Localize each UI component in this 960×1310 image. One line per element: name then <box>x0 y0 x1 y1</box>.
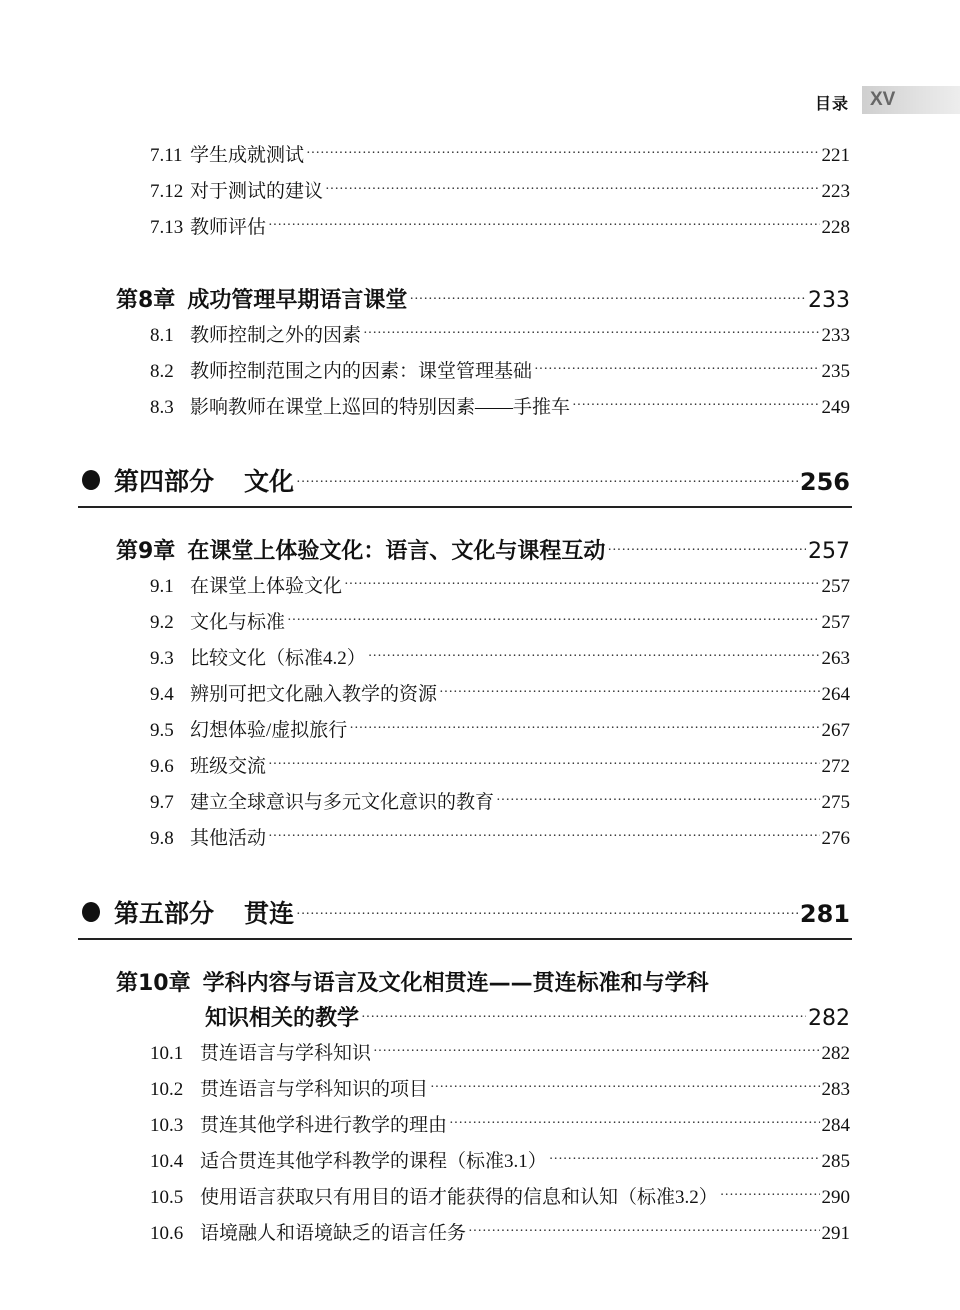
page-header <box>0 86 960 116</box>
entry-number: 10.4 <box>150 1151 184 1172</box>
part-number: 第五部分 <box>114 899 215 928</box>
entry-number: 7.12 <box>150 181 184 202</box>
dot-leader <box>439 681 819 700</box>
entry-title: 教师控制范围之内的因素：课堂管理基础 <box>190 361 533 382</box>
dot-leader <box>373 1040 819 1059</box>
entry-page: 285 <box>821 1151 850 1172</box>
toc-entry-10-1[interactable] <box>150 1038 850 1065</box>
entry-number: 9.6 <box>150 756 174 777</box>
entry-title: 教师评估 <box>190 217 267 238</box>
dot-leader <box>268 214 819 233</box>
entry-page: 228 <box>821 217 850 238</box>
toc-chapter-10[interactable] <box>116 966 709 997</box>
part-divider <box>78 938 852 940</box>
bullet-icon <box>82 902 100 922</box>
entry-page: 249 <box>821 397 850 418</box>
dot-leader <box>268 825 819 844</box>
toc-entry-9-6[interactable] <box>150 751 850 778</box>
toc-entry-10-5[interactable] <box>150 1182 850 1209</box>
entry-page: 290 <box>821 1187 850 1208</box>
entry-number: 9.4 <box>150 684 174 705</box>
dot-leader <box>720 1184 820 1203</box>
dot-leader <box>549 1148 820 1167</box>
dot-leader <box>349 717 819 736</box>
entry-title: 比较文化（标准4.2） <box>190 648 366 669</box>
toc-entry-9-2[interactable] <box>150 607 850 634</box>
entry-page: 284 <box>821 1115 850 1136</box>
entry-title: 辨别可把文化融入教学的资源 <box>190 684 438 705</box>
entry-title: 班级交流 <box>190 756 267 777</box>
chapter-number: 第8章 <box>116 288 176 313</box>
dot-leader <box>449 1112 819 1131</box>
entry-number: 9.8 <box>150 828 174 849</box>
chapter-page: 233 <box>808 288 850 313</box>
entry-number: 8.2 <box>150 361 174 382</box>
chapter-title-line1: 学科内容与语言及文化相贯连——贯连标准和与学科 <box>202 971 709 996</box>
entry-page: 233 <box>821 325 850 346</box>
entry-number: 9.7 <box>150 792 174 813</box>
toc-entry-9-8[interactable] <box>150 823 850 850</box>
dot-leader <box>368 645 820 664</box>
toc-entry-10-4[interactable] <box>150 1146 850 1173</box>
toc-entry-9-1[interactable] <box>150 571 850 598</box>
entry-page: 223 <box>821 181 850 202</box>
entry-page: 221 <box>821 145 850 166</box>
entry-number: 10.6 <box>150 1223 184 1244</box>
entry-title: 其他活动 <box>190 828 267 849</box>
dot-leader <box>344 573 819 592</box>
entry-title: 贯连语言与学科知识 <box>200 1043 372 1064</box>
entry-page: 275 <box>821 792 850 813</box>
dot-leader <box>430 1076 819 1095</box>
entry-number: 8.3 <box>150 397 174 418</box>
entry-title: 幻想体验/虚拟旅行 <box>190 720 348 741</box>
bullet-icon <box>82 470 100 490</box>
entry-page: 272 <box>821 756 850 777</box>
toc-entry-10-6[interactable] <box>150 1218 850 1245</box>
part-divider <box>78 506 852 508</box>
chapter-number: 第10章 <box>116 971 191 996</box>
chapter-title: 成功管理早期语言课堂 <box>187 288 408 313</box>
dot-leader <box>268 753 819 772</box>
dot-leader <box>468 1220 819 1239</box>
page-number-box <box>862 86 960 114</box>
toc-entry-7-11[interactable] <box>150 140 850 167</box>
entry-page: 276 <box>821 828 850 849</box>
entry-page: 257 <box>821 576 850 597</box>
entry-number: 9.1 <box>150 576 174 597</box>
chapter-title-line2: 知识相关的教学 <box>205 1006 360 1031</box>
entry-title: 学生成就测试 <box>190 145 305 166</box>
toc-entry-10-2[interactable] <box>150 1074 850 1101</box>
entry-number: 10.5 <box>150 1187 184 1208</box>
toc-entry-7-13[interactable] <box>150 212 850 239</box>
chapter-title: 在课堂上体验文化：语言、文化与课程互动 <box>187 539 606 564</box>
entry-number: 8.1 <box>150 325 174 346</box>
toc-entry-9-5[interactable] <box>150 715 850 742</box>
entry-page: 282 <box>821 1043 850 1064</box>
part-page: 281 <box>799 900 850 928</box>
chapter-page: 282 <box>808 1006 850 1031</box>
dot-leader <box>496 789 819 808</box>
toc-entry-8-3[interactable] <box>150 392 850 419</box>
entry-number: 9.3 <box>150 648 174 669</box>
entry-number: 10.1 <box>150 1043 184 1064</box>
entry-title: 贯连其他学科进行教学的理由 <box>200 1115 448 1136</box>
dot-leader <box>296 897 798 922</box>
entry-title: 教师控制之外的因素 <box>190 325 362 346</box>
entry-number: 7.11 <box>150 145 183 166</box>
dot-leader <box>607 536 806 558</box>
entry-page: 291 <box>821 1223 850 1244</box>
toc-chapter-8[interactable] <box>116 283 850 314</box>
entry-page: 263 <box>821 648 850 669</box>
entry-title: 文化与标准 <box>190 612 286 633</box>
dot-leader <box>296 465 798 490</box>
toc-entry-9-3[interactable] <box>150 643 850 670</box>
entry-title: 语境融人和语境缺乏的语言任务 <box>200 1223 467 1244</box>
dot-leader <box>287 609 819 628</box>
entry-page: 235 <box>821 361 850 382</box>
toc-part-5[interactable] <box>82 894 850 930</box>
entry-title: 适合贯连其他学科教学的课程（标准3.1） <box>200 1151 547 1172</box>
toc-entry-8-1[interactable] <box>150 320 850 347</box>
dot-leader <box>534 358 819 377</box>
dot-leader <box>306 142 819 161</box>
chapter-number: 第9章 <box>116 539 176 564</box>
entry-page: 257 <box>821 612 850 633</box>
entry-number: 7.13 <box>150 217 184 238</box>
toc-entry-9-7[interactable] <box>150 787 850 814</box>
toc-chapter-9[interactable] <box>116 534 850 565</box>
part-page: 256 <box>799 468 850 496</box>
dot-leader <box>325 178 819 197</box>
entry-title: 对于测试的建议 <box>190 181 324 202</box>
entry-page: 283 <box>821 1079 850 1100</box>
entry-page: 267 <box>821 720 850 741</box>
entry-page: 264 <box>821 684 850 705</box>
entry-title: 影响教师在课堂上巡回的特别因素——手推车 <box>190 397 571 418</box>
entry-title: 贯连语言与学科知识的项目 <box>200 1079 429 1100</box>
entry-number: 9.2 <box>150 612 174 633</box>
page-number: XV <box>870 89 896 110</box>
toc-part-4[interactable] <box>82 462 850 498</box>
part-title: 文化 <box>244 467 295 496</box>
toc-entry-9-4[interactable] <box>150 679 850 706</box>
toc-entry-8-2[interactable] <box>150 356 850 383</box>
entry-number: 10.2 <box>150 1079 184 1100</box>
dot-leader <box>361 1003 806 1025</box>
entry-number: 10.3 <box>150 1115 184 1136</box>
entry-title: 建立全球意识与多元文化意识的教育 <box>190 792 495 813</box>
toc-entry-10-3[interactable] <box>150 1110 850 1137</box>
chapter-page: 257 <box>808 539 850 564</box>
dot-leader <box>363 322 819 341</box>
entry-title: 使用语言获取只有用目的语才能获得的信息和认知（标准3.2） <box>200 1187 718 1208</box>
part-title: 贯连 <box>244 899 295 928</box>
toc-label: 目录 <box>815 94 850 113</box>
toc-chapter-10-line2[interactable] <box>205 1001 850 1032</box>
toc-entry-7-12[interactable] <box>150 176 850 203</box>
entry-title: 在课堂上体验文化 <box>190 576 343 597</box>
entry-number: 9.5 <box>150 720 174 741</box>
dot-leader <box>572 394 819 413</box>
dot-leader <box>409 285 806 307</box>
part-number: 第四部分 <box>114 467 215 496</box>
